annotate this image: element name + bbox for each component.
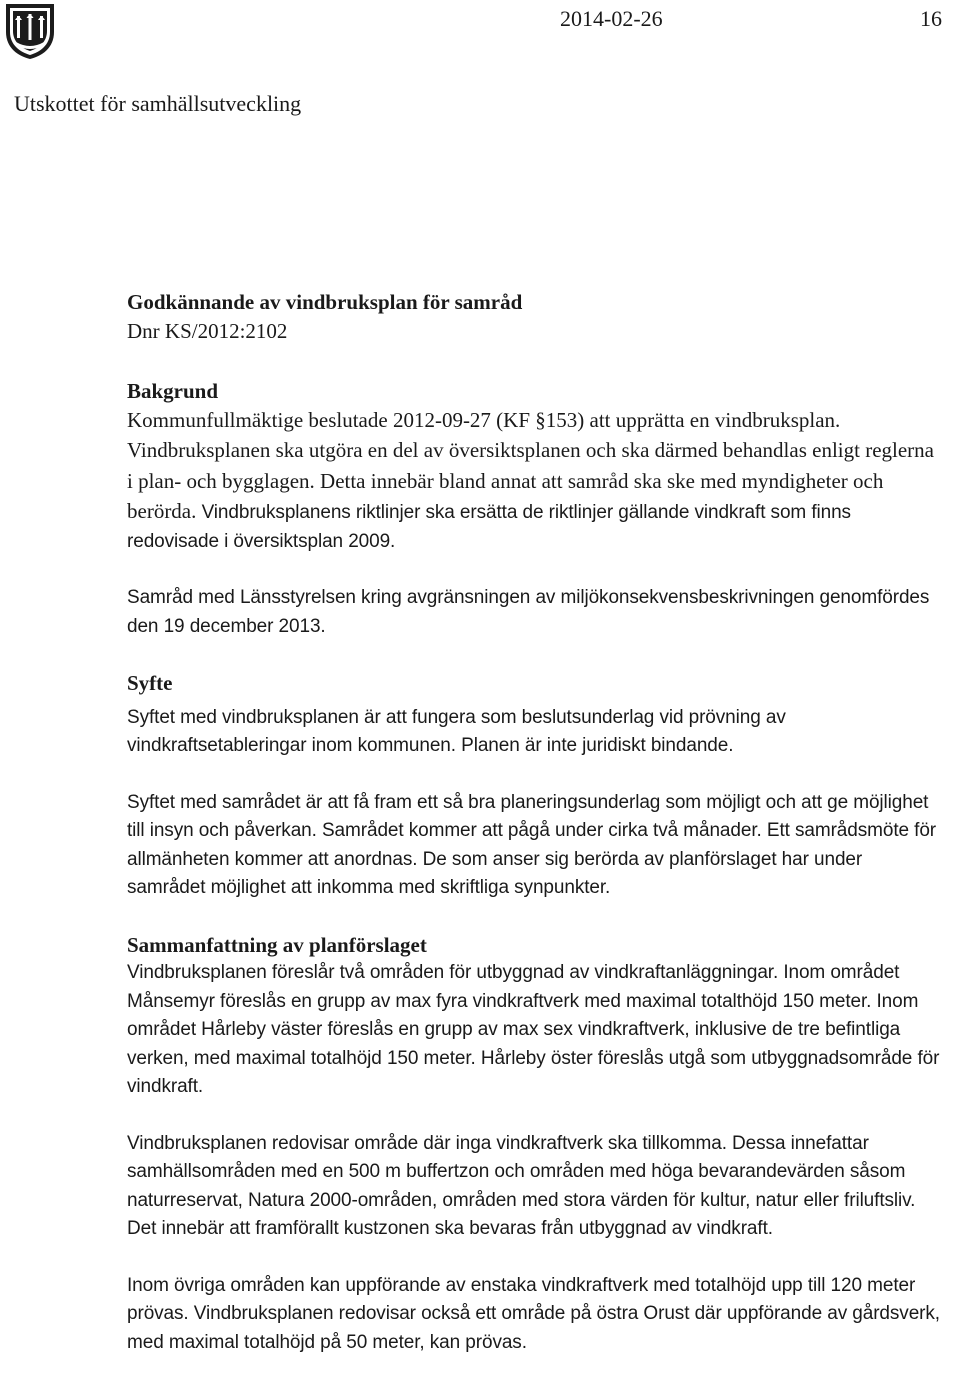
summary-paragraph-3: Inom övriga områden kan uppförande av enstaka vindkraftverk med totalhöjd upp till 120 meter prövas. Vindbruksplanen redovisar också ett område på östra Orust där uppförande av gårdsverk, med maximal totalhöjd på 50 meter, kan prövas. xyxy=(127,1274,940,1353)
document-title: Godkännande av vindbruksplan för samråd xyxy=(127,290,523,314)
purpose-paragraph-2: Syftet med samrådet är att få fram ett så bra planeringsunderlag som möjligt och att ge möjlighet till insyn och påverkan. Samrådet kommer att pågå under cirka två månader. Ett samrådsmöte för allmänheten kommer att anordnas. De som anser sig berörda av planförslaget har under samrådet möjlighet att inkomma med skriftliga synpunkter. xyxy=(127,791,937,898)
section-heading-purpose: Syfte xyxy=(127,671,173,695)
section-heading-background: Bakgrund xyxy=(127,379,219,403)
document-body xyxy=(127,288,942,1357)
case-number: Dnr KS/2012:2102 xyxy=(127,318,288,343)
document-date: 2014-02-26 xyxy=(560,6,663,31)
section-heading-summary: Sammanfattning av planförslaget xyxy=(127,932,427,957)
committee-name: Utskottet för samhällsutveckling xyxy=(14,91,302,116)
purpose-paragraph-1: Syftet med vindbruksplanen är att fungera som beslutsunderlag vid prövning av vindkraftsetableringar inom kommunen. Planen är inte juridiskt bindande. xyxy=(127,706,786,756)
background-paragraph-1-serif: Kommunfullmäktige beslutade 2012-09-27 (KF §153) att upprätta en vindbruksplan. Vindbruksplanen ska utgöra en del av översiktsplanen och ska därmed behandlas enligt reglerna i plan- och bygglagen. Detta innebär bland annat att samråd ska ske med myndigheter och berörda. xyxy=(127,407,934,523)
background-paragraph-2: Samråd med Länsstyrelsen kring avgränsningen av miljökonsekvensbeskrivningen genomfördes den 19 december 2013. xyxy=(127,587,930,637)
summary-paragraph-1: Vindbruksplanen föreslår två områden för utbyggnad av vindkraftanläggningar. Inom området Månsemyr föreslås en grupp av max fyra vindkraftverk med maximal totalthöjd 150 meter. Inom området Hårleby väster föreslås en grupp av max sex vindkraftverk, inklusive de tre befintliga verken, med maximal totalhöjd 150 meter. Hårleby öster föreslås utgå som utbyggnadsområde för vindkraft. xyxy=(127,962,940,1097)
background-paragraph-1-sans: Vindbruksplanens riktlinjer ska ersätta de riktlinjer gällande vindkraft som finns redovisade i översiktsplan 2009. xyxy=(127,502,851,552)
municipal-coat-of-arms-icon xyxy=(4,2,56,60)
page-number: 16 xyxy=(920,6,942,31)
background-paragraph-1 xyxy=(127,406,942,557)
summary-paragraph-2: Vindbruksplanen redovisar område där inga vindkraftverk ska tillkomma. Dessa innefattar samhällsområden med en 500 m buffertzon och områden med höga bevarandevärden såsom naturreservat, Natura 2000-områden, områden med stora värden för kultur, natur eller friluftsliv. Det innebär att framförallt kustzonen ska bevaras från utbyggnad av vindkraft. xyxy=(127,1132,916,1239)
